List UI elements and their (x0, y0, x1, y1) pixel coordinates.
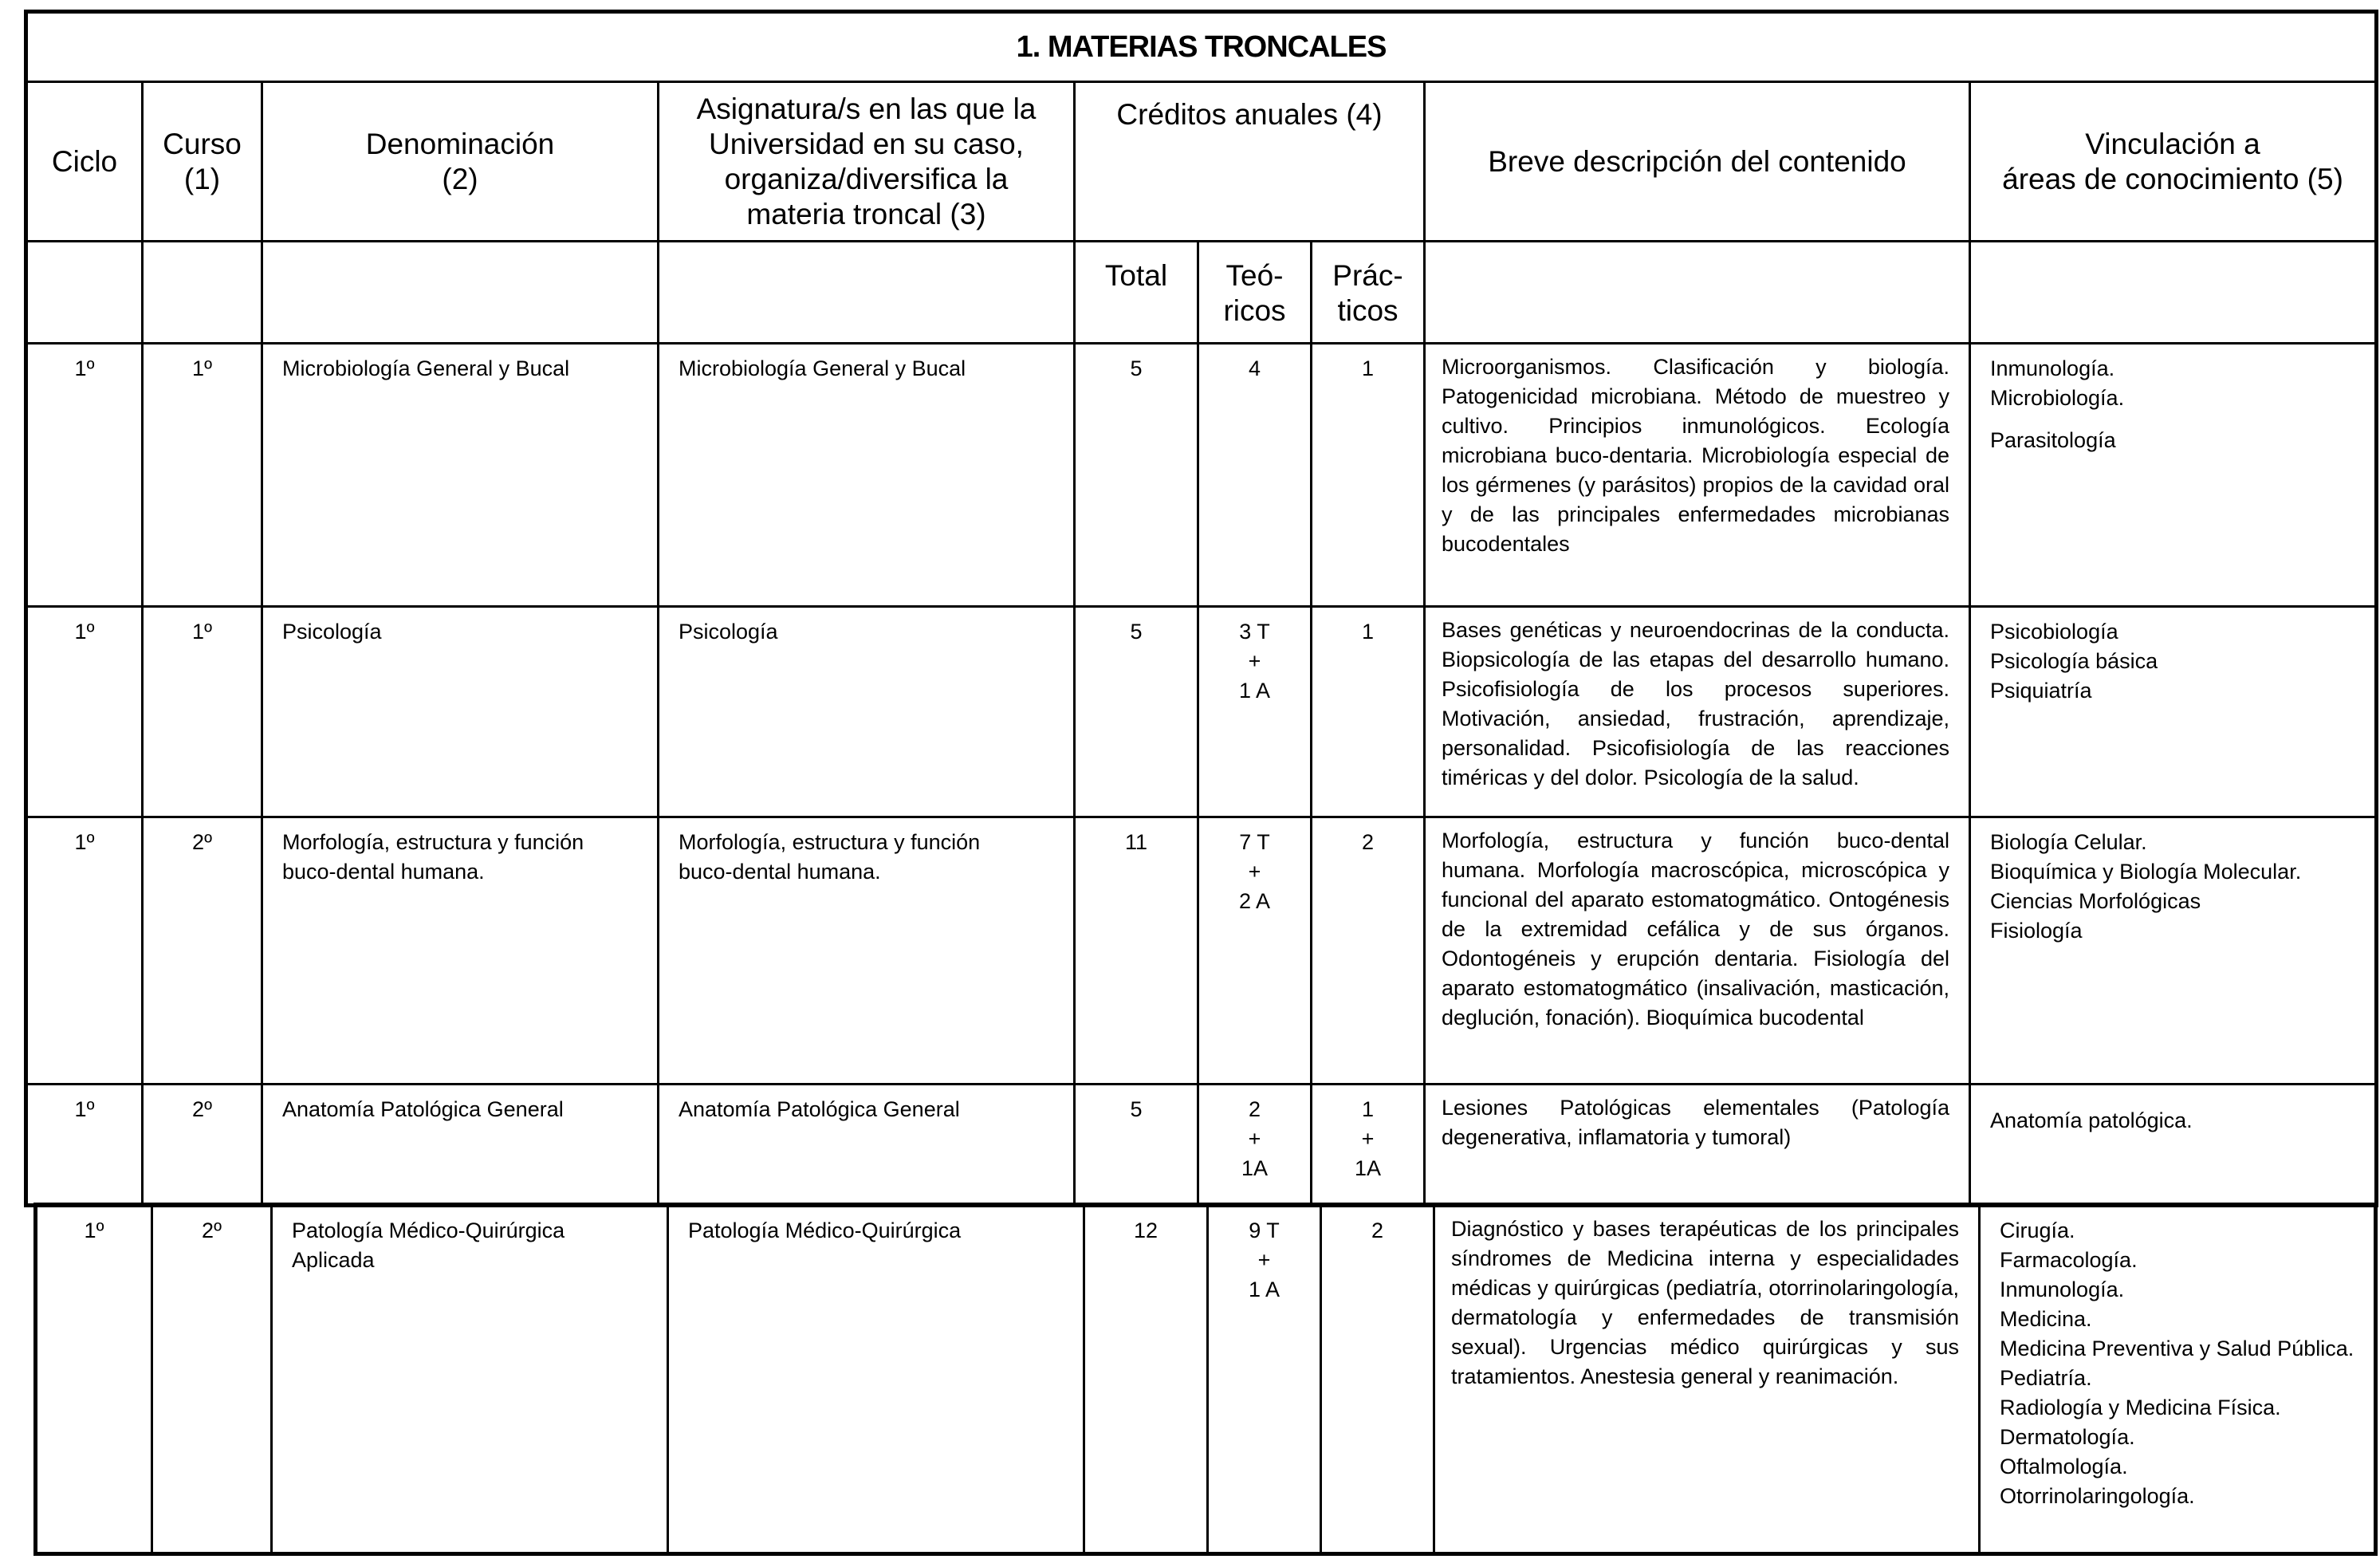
cell-areas: Inmunología. Microbiología. Parasitología (1970, 344, 2377, 607)
cell-descripcion: Bases genéticas y neuroendocrinas de la conducta. Biopsicología de las etapas del desarrollo humano. Psicofisiología de los procesos superiores. Motivación, ansiedad, frustración, aprendizaje, personalidad. Psicofisiología de las reacciones timéricas y del dolor. Psicología de la salud. (1425, 607, 1970, 817)
cell-total: 5 (1075, 344, 1198, 607)
cell-denominacion: Anatomía Patológica General (262, 1085, 659, 1206)
table-row (36, 1205, 2376, 1554)
header-denominacion: Denominación (2) (262, 82, 659, 242)
table-title: 1. MATERIAS TRONCALES (26, 12, 2377, 82)
cell-denominacion: Microbiología General y Bucal (262, 344, 659, 607)
cell-ciclo: 1º (26, 344, 143, 607)
cell-practicos: 2 (1312, 817, 1425, 1085)
cell-denominacion: Patología Médico-Quirúrgica Aplicada (272, 1205, 668, 1554)
cell-teoricos: 2 + 1A (1198, 1085, 1312, 1206)
cell-total: 12 (1084, 1205, 1208, 1554)
header-teoricos: Teó- ricos (1198, 242, 1312, 344)
header-curso: Curso (1) (143, 82, 262, 242)
header-practicos: Prác- ticos (1312, 242, 1425, 344)
cell-asignatura: Microbiología General y Bucal (659, 344, 1075, 607)
cell-areas: Cirugía. Farmacología. Inmunología. Medicina. Medicina Preventiva y Salud Pública. Pediatría. Radiología y Medicina Física. Dermatología. Oftalmología. Otorrinolaringología. (1980, 1205, 2376, 1554)
table-row (26, 607, 2377, 817)
cell-teoricos: 9 T + 1 A (1208, 1205, 1321, 1554)
cell-asignatura: Patología Médico-Quirúrgica (668, 1205, 1084, 1554)
cell-total: 5 (1075, 1085, 1198, 1206)
cell-total: 11 (1075, 817, 1198, 1085)
header-ciclo: Ciclo (26, 82, 143, 242)
cell-curso: 2º (143, 817, 262, 1085)
cell-asignatura: Morfología, estructura y función buco-dental humana. (659, 817, 1075, 1085)
table-row (26, 1085, 2377, 1206)
patologia-table (33, 1203, 2378, 1556)
cell-asignatura: Psicología (659, 607, 1075, 817)
cell-ciclo: 1º (26, 817, 143, 1085)
cell-teoricos: 7 T + 2 A (1198, 817, 1312, 1085)
cell-asignatura: Anatomía Patológica General (659, 1085, 1075, 1206)
cell-descripcion: Lesiones Patológicas elementales (Patología degenerativa, inflamatoria y tumoral) (1425, 1085, 1970, 1206)
cell-areas: Biología Celular. Bioquímica y Biología Molecular. Ciencias Morfológicas Fisiología (1970, 817, 2377, 1085)
cell-areas: Anatomía patológica. (1970, 1085, 2377, 1206)
cell-denominacion: Morfología, estructura y función buco-dental humana. (262, 817, 659, 1085)
table-row (26, 817, 2377, 1085)
cell-ciclo: 1º (36, 1205, 152, 1554)
cell-descripcion: Diagnóstico y bases terapéuticas de los principales síndromes de Medicina interna y especialidades médicas y quirúrgicas (pediatría, otorrinolaringología, dermatología y enfermedades de transmisión sexual). Urgencias médico quirúrgicas y sus tratamientos. Anestesia general y reanimación. (1434, 1205, 1980, 1554)
cell-curso: 2º (143, 1085, 262, 1206)
header-vinculacion: Vinculación a áreas de conocimiento (5) (1970, 82, 2377, 242)
cell-practicos: 1 (1312, 607, 1425, 817)
header-total: Total (1075, 242, 1198, 344)
cell-denominacion: Psicología (262, 607, 659, 817)
cell-ciclo: 1º (26, 607, 143, 817)
cell-descripcion: Morfología, estructura y función buco-dental humana. Morfología macroscópica, microscópica y funcional del aparato estomatogmático. Ontogénesis de la extremidad cefálica y de sus órganos. Odontogéneis y erupción dentaria. Fisiología del aparato estomatogmático (insalivación, masticación, deglución, fonación). Bioquímica bucodental (1425, 817, 1970, 1085)
materias-troncales-table (24, 10, 2378, 1207)
cell-practicos: 1 + 1A (1312, 1085, 1425, 1206)
header-creditos: Créditos anuales (4) (1075, 82, 1425, 242)
cell-teoricos: 4 (1198, 344, 1312, 607)
cell-areas: Psicobiología Psicología básica Psiquiatría (1970, 607, 2377, 817)
cell-practicos: 1 (1312, 344, 1425, 607)
cell-ciclo: 1º (26, 1085, 143, 1206)
header-descripcion: Breve descripción del contenido (1425, 82, 1970, 242)
cell-teoricos: 3 T + 1 A (1198, 607, 1312, 817)
table-row (26, 344, 2377, 607)
cell-curso: 1º (143, 607, 262, 817)
cell-practicos: 2 (1321, 1205, 1434, 1554)
cell-curso: 2º (152, 1205, 272, 1554)
header-asignatura: Asignatura/s en las que la Universidad en su caso, organiza/diversifica la materia troncal (3) (659, 82, 1075, 242)
cell-total: 5 (1075, 607, 1198, 817)
cell-curso: 1º (143, 344, 262, 607)
cell-descripcion: Microorganismos. Clasificación y biología. Patogenicidad microbiana. Método de muestreo y cultivo. Principios inmunológicos. Ecología microbiana buco-dentaria. Microbiología especial de los gérmenes (y parásitos) propios de la cavidad oral y de las principales enfermedades microbianas bucodentales (1425, 344, 1970, 607)
